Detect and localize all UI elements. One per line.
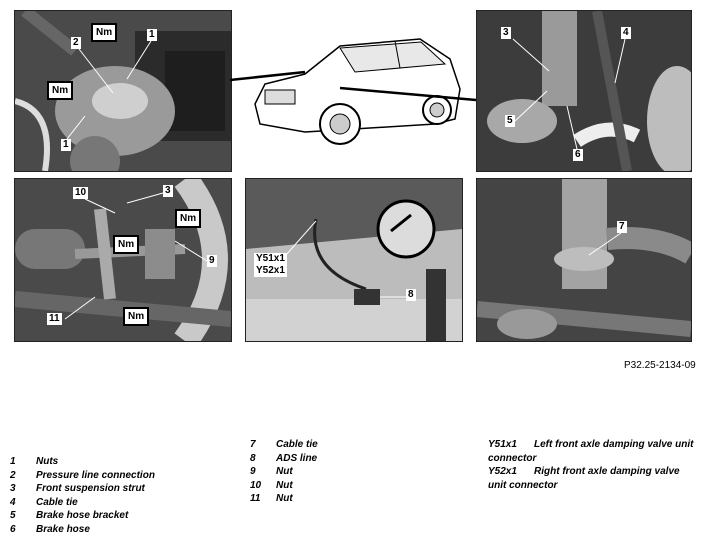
- legend-item: 10 Nut: [250, 479, 293, 491]
- leader-lines: [15, 179, 231, 341]
- callout-10: 10: [75, 187, 87, 198]
- nm-badge: Nm: [47, 81, 73, 100]
- callout-y51x1: Y51x1: [256, 253, 285, 264]
- callout-4: 4: [623, 27, 629, 38]
- callout-3: 3: [503, 27, 509, 38]
- legend-item: 1 Nuts: [10, 456, 59, 467]
- callout-11: 11: [49, 313, 60, 324]
- nm-badge: Nm: [123, 307, 149, 326]
- callout-5: 5: [507, 115, 513, 126]
- callout-y52x1: Y52x1: [256, 265, 285, 276]
- callout-1: 1: [63, 139, 69, 150]
- legend-item: 2 Pressure line connection: [10, 469, 155, 481]
- legend-item: Y52x1 Right front axle damping valve unit connector: [488, 466, 680, 491]
- legend-column-3: [488, 438, 698, 492]
- figure-reference: P32.25-2134-09: [624, 360, 696, 371]
- leader-lines: [246, 179, 462, 341]
- callout-3: 3: [165, 185, 171, 196]
- legend-item: 11 Nut: [250, 493, 293, 504]
- callout-6: 6: [575, 149, 581, 160]
- legend-column-2: [250, 438, 318, 506]
- nm-badge: Nm: [113, 235, 139, 254]
- legend-column-1: [10, 455, 155, 536]
- callout-9: 9: [209, 255, 215, 266]
- photo-bottom-left: [14, 178, 232, 342]
- nm-badge: Nm: [91, 23, 117, 42]
- callout-7: 7: [619, 221, 625, 232]
- callout-1: 1: [149, 29, 155, 40]
- photo-bottom-middle: [245, 178, 463, 342]
- nm-badge: Nm: [175, 209, 201, 228]
- legend-item: 7 Cable tie: [250, 439, 318, 450]
- leader-lines: [477, 179, 691, 341]
- callout-2: 2: [73, 37, 79, 48]
- leader-lines: [477, 11, 691, 171]
- legend-item: 4 Cable tie: [10, 496, 78, 508]
- legend-item: 3 Front suspension strut: [10, 483, 145, 494]
- legend-item: 8 ADS line: [250, 452, 318, 464]
- legend-item: 5 Brake hose bracket: [10, 510, 129, 521]
- photo-bottom-right: [476, 178, 692, 342]
- photo-top-right: [476, 10, 692, 172]
- legend-item: Y51x1 Left front axle damping valve unit connector: [488, 439, 694, 464]
- legend-item: 6 Brake hose: [10, 523, 90, 535]
- callout-8: 8: [408, 289, 414, 300]
- legend-item: 9 Nut: [250, 466, 293, 477]
